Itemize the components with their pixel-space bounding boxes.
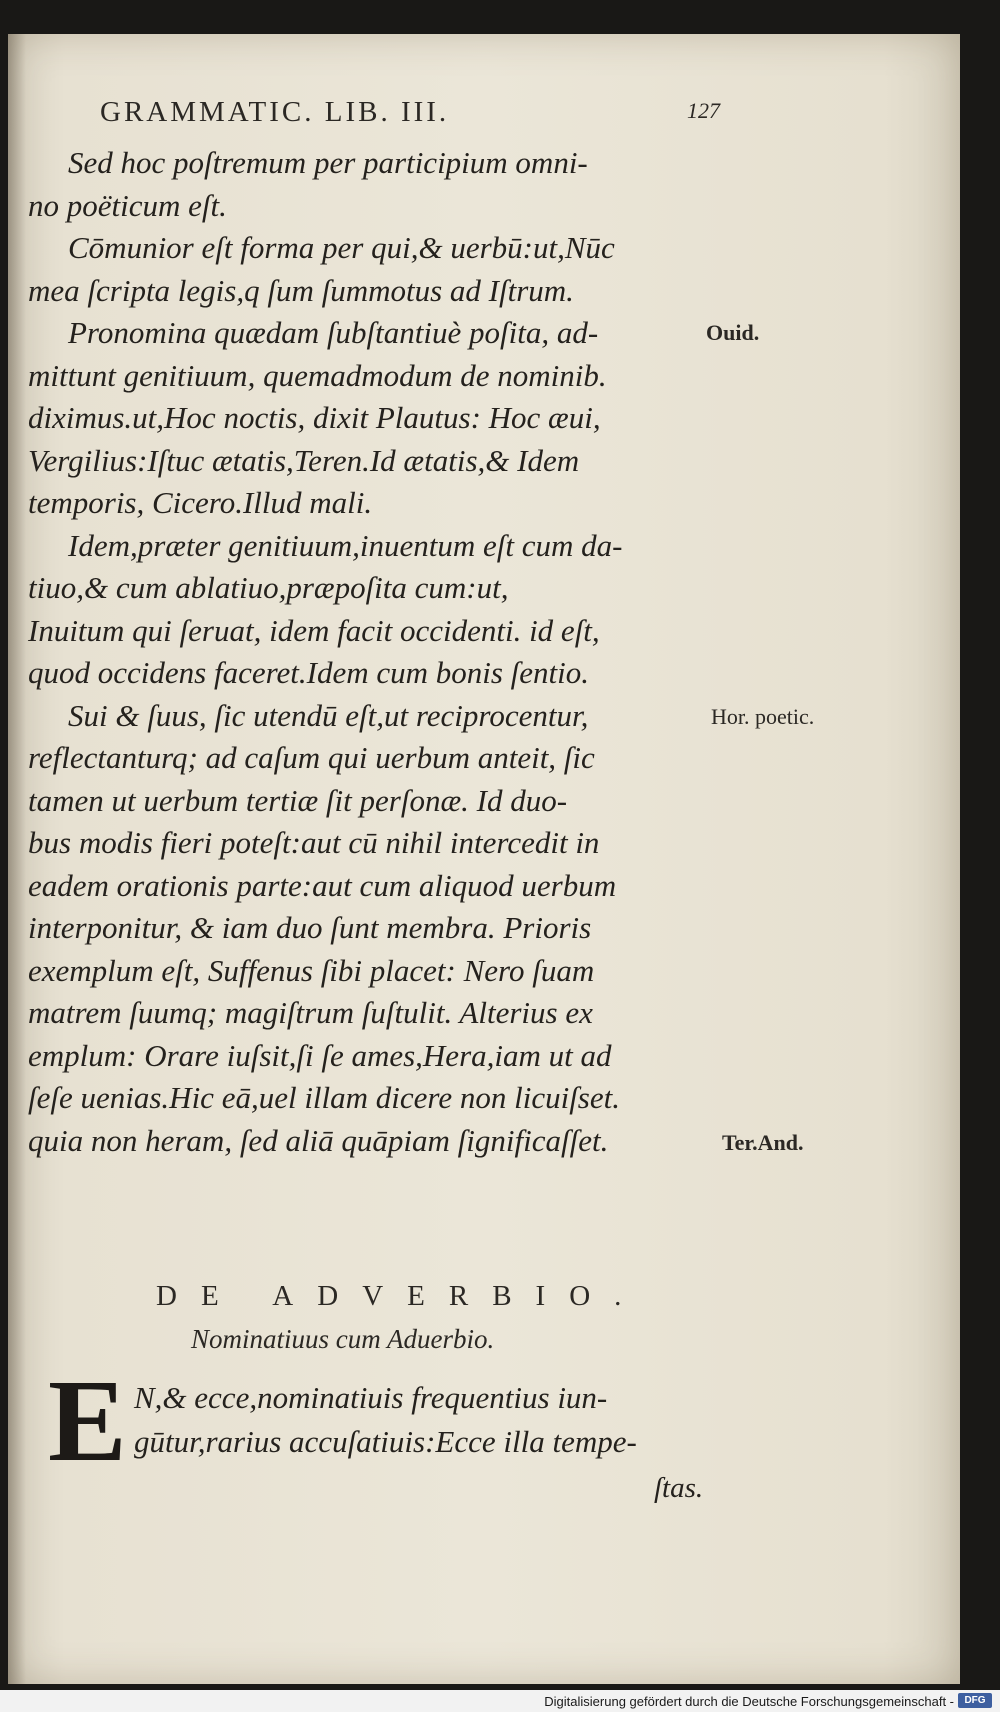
drop-cap: E	[48, 1355, 127, 1486]
text-line: matrem ſuumq; magiſtrum ſuſtulit. Alterius ex	[28, 995, 593, 1030]
text-line: reflectanturq; ad caſum qui uerbum anteit, ſic	[28, 740, 595, 775]
dfg-logo-icon: DFG	[958, 1693, 992, 1708]
text-line: gūtur,rarius accuſatiuis:Ecce illa tempe-	[134, 1424, 637, 1459]
text-line: mea ſcripta legis,q ſum ſummotus ad Iſtrum.	[28, 272, 574, 308]
text-line: quia non heram, ſed aliā quāpiam ſignificaſſet.	[28, 1122, 609, 1158]
text-line: bus modis fieri poteſt:aut cū nihil intercedit in	[28, 825, 600, 860]
book-page	[8, 34, 960, 1684]
body-text	[28, 142, 718, 1162]
text-line: ſeſe uenias.Hic eā,uel illam dicere non licuiſset.	[28, 1080, 620, 1115]
text-line: tamen ut uerbum tertiæ ſit perſonæ. Id duo-	[28, 782, 568, 818]
text-line: Cōmunior eſt forma per qui,& uerbū:ut,Nūc	[68, 230, 615, 265]
text-line: temporis, Cicero.Illud mali.	[28, 485, 373, 520]
section-heading: DE ADVERBIO.	[156, 1280, 646, 1312]
section-subheading: Nominatiuus cum Aduerbio.	[191, 1324, 495, 1354]
catchword: ſtas.	[654, 1472, 704, 1504]
text-line: diximus.ut,Hoc noctis, dixit Plautus: Hoc æui,	[28, 400, 601, 435]
running-header	[100, 96, 720, 136]
text-line: Sui & ſuus, ſic utendū eſt,ut reciprocentur,	[68, 697, 589, 733]
text-line: N,& ecce,nominatiuis frequentius iun-	[134, 1380, 608, 1415]
running-title: GRAMMATIC. LIB. III.	[100, 96, 450, 128]
margin-note-ouid: Ouid.	[706, 320, 760, 345]
text-line: no poëticum eſt.	[28, 187, 227, 223]
text-line: exemplum eſt, Suffenus ſibi placet: Nero ſuam	[28, 952, 595, 988]
text-line: Idem,præter genitiuum,inuentum eſt cum da-	[68, 527, 623, 563]
text-line: Inuitum qui ſeruat, idem facit occidenti. id eſt,	[28, 612, 600, 648]
text-line: interponitur, & iam duo ſunt membra. Prioris	[28, 910, 592, 945]
text-line: eadem orationis parte:aut cum aliquod uerbum	[28, 867, 617, 903]
page-number: 127	[687, 98, 720, 123]
text-line: Vergilius:Iſtuc ætatis,Teren.Id ætatis,& Idem	[28, 442, 580, 478]
text-line: Pronomina quædam ſubſtantiuè poſita, ad-	[68, 315, 599, 350]
text-line: quod occidens faceret.Idem cum bonis ſentio.	[28, 655, 590, 690]
final-paragraph	[134, 1376, 734, 1464]
text-line: tiuo,& cum ablatiuo,præpoſita cum:ut,	[28, 570, 509, 605]
digitization-footer	[0, 1690, 1000, 1712]
margin-note-ter: Ter.And.	[722, 1130, 804, 1155]
margin-note-hor: Hor. poetic.	[711, 704, 815, 729]
text-line: mittunt genitiuum, quemadmodum de nominib.	[28, 357, 607, 393]
text-line: Sed hoc poſtremum per participium omni-	[68, 145, 588, 180]
footer-credit: Digitalisierung gefördert durch die Deutsche Forschungsgemeinschaft -	[544, 1694, 954, 1709]
text-line: emplum: Orare iuſsit,ſi ſe ames,Hera,iam ut ad	[28, 1037, 612, 1073]
